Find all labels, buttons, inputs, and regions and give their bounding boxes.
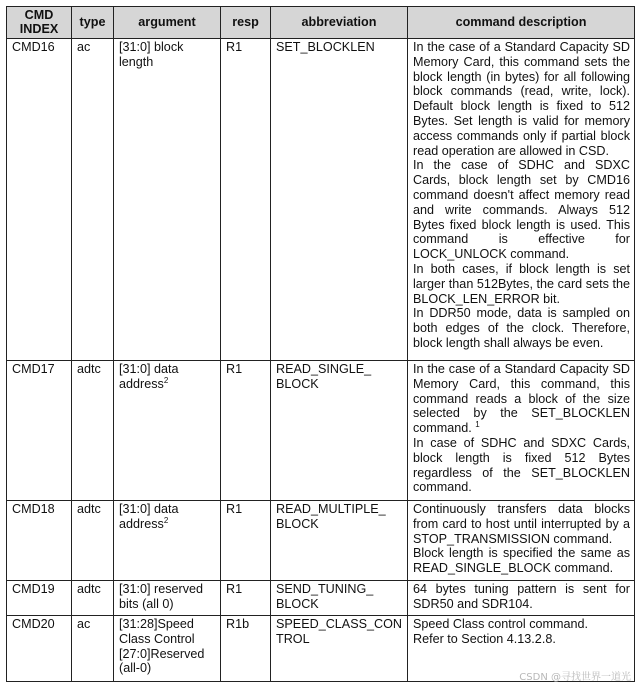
table-row <box>7 581 635 616</box>
description-paragraph: In the case of SDHC and SDXC Cards, block length set by CMD16 command doesn't affect memory read and write commands. Always 512 Bytes fixed block length is used. This command is effective for LOCK_UNLOCK command. <box>413 158 630 262</box>
cell-resp: R1 <box>221 361 271 501</box>
cell-abbreviation: SPEED_CLASS_CON TROL <box>271 616 408 682</box>
footnote-marker: 2 <box>163 515 169 525</box>
cell-command-description <box>408 39 635 361</box>
header-command-description: command description <box>408 7 635 39</box>
description-paragraph: In DDR50 mode, data is sampled on both edges of the clock. Therefore, block length shall always be even. <box>413 306 630 350</box>
cell-resp: R1 <box>221 39 271 361</box>
description-text: In the case of a Standard Capacity SD Memory Card, this command, this command reads a block of the size selected by the SET_BLOCKLEN command. <box>413 362 630 436</box>
cell-argument: [31:0] block length <box>114 39 221 361</box>
cell-argument <box>114 361 221 501</box>
header-abbreviation: abbreviation <box>271 7 408 39</box>
cell-argument <box>114 616 221 682</box>
cell-argument <box>114 501 221 581</box>
table-row <box>7 501 635 581</box>
description-paragraph: In both cases, if block length is set larger than 512Bytes, the card sets the BLOCK_LEN_ERROR bit. <box>413 261 630 306</box>
argument-text: [31:0] data address <box>119 362 179 391</box>
description-paragraph: Speed Class control command. <box>413 617 588 631</box>
description-paragraph <box>413 362 630 436</box>
cell-type: ac <box>72 616 114 682</box>
cell-cmd-index: CMD18 <box>7 501 72 581</box>
command-table <box>6 6 635 682</box>
cell-command-description <box>408 501 635 581</box>
header-argument: argument <box>114 7 221 39</box>
cell-abbreviation: SEND_TUNING_ BLOCK <box>271 581 408 616</box>
cell-cmd-index: CMD16 <box>7 39 72 361</box>
footnote-marker: 2 <box>163 375 169 385</box>
description-paragraph: Continuously transfers data blocks from card to host until interrupted by a STOP_TRANSMISSION command. <box>413 502 630 546</box>
argument-text: [31:0] data address <box>119 502 179 531</box>
cell-type: adtc <box>72 501 114 581</box>
cell-resp: R1b <box>221 616 271 682</box>
cell-argument: [31:0] reserved bits (all 0) <box>114 581 221 616</box>
description-paragraph: Block length is specified the same as READ_SINGLE_BLOCK command. <box>413 546 630 576</box>
cell-cmd-index: CMD17 <box>7 361 72 501</box>
header-cmd-index: CMD INDEX <box>7 7 72 39</box>
header-type: type <box>72 7 114 39</box>
cell-type: ac <box>72 39 114 361</box>
cell-command-description <box>408 581 635 616</box>
cell-type: adtc <box>72 581 114 616</box>
cell-resp: R1 <box>221 581 271 616</box>
description-paragraph: In the case of a Standard Capacity SD Memory Card, this command sets the block length (in bytes) for all following block commands (read, write, lock). Default block length is fixed to 512 Bytes. Set length is valid for memory access commands only if partial block read operation are allowed in CSD. <box>413 40 630 158</box>
argument-line: [31:28]Speed Class Control <box>119 617 195 646</box>
argument-line: [27:0]Reserved (all-0) <box>119 646 205 676</box>
table-row <box>7 39 635 361</box>
header-resp: resp <box>221 7 271 39</box>
description-paragraph: Refer to Section 4.13.2.8. <box>413 631 556 646</box>
cell-type: adtc <box>72 361 114 501</box>
description-paragraph: 64 bytes tuning pattern is sent for SDR50 and SDR104. <box>413 582 630 611</box>
footnote-marker: 1 <box>475 420 480 429</box>
cell-cmd-index: CMD20 <box>7 616 72 682</box>
cell-abbreviation: READ_SINGLE_ BLOCK <box>271 361 408 501</box>
watermark: CSDN @寻找世界一道光 <box>519 672 631 683</box>
cell-abbreviation: SET_BLOCKLEN <box>271 39 408 361</box>
table-row <box>7 361 635 501</box>
table-header-row <box>7 7 635 39</box>
cell-abbreviation: READ_MULTIPLE_ BLOCK <box>271 501 408 581</box>
cell-cmd-index: CMD19 <box>7 581 72 616</box>
cell-command-description <box>408 361 635 501</box>
cell-resp: R1 <box>221 501 271 581</box>
description-paragraph: In case of SDHC and SDXC Cards, block length is fixed 512 Bytes regardless of the SET_BLOCKLEN command. <box>413 435 630 495</box>
